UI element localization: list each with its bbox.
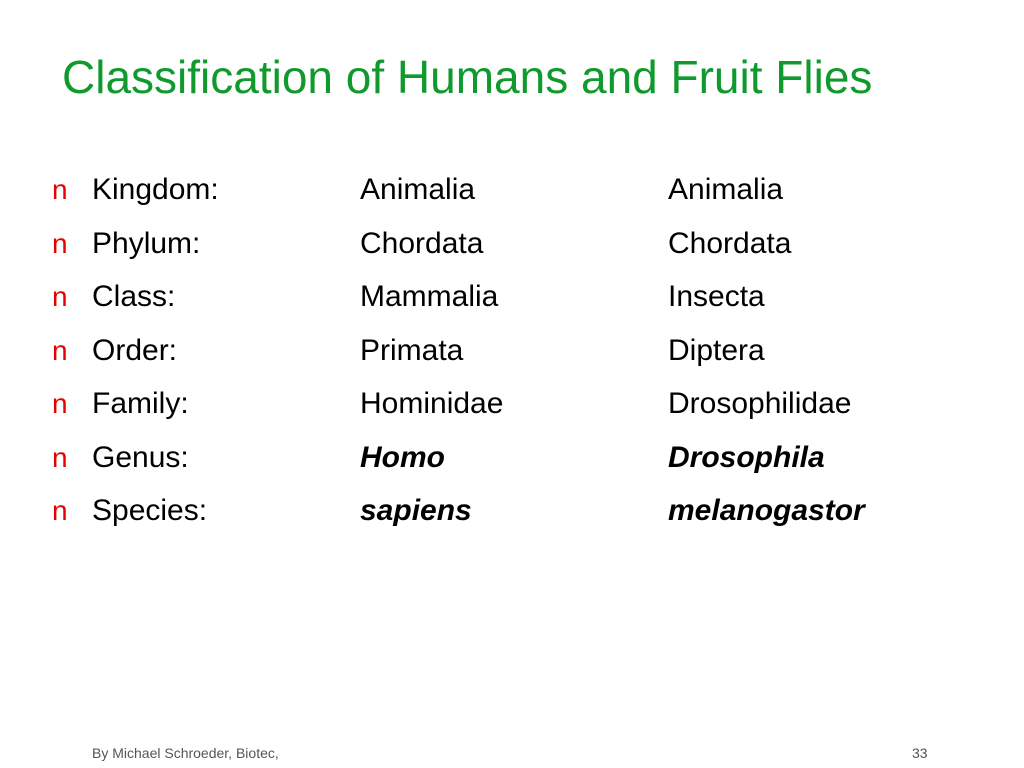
classification-row-species [52, 489, 992, 543]
rank-label: Family: [92, 387, 189, 420]
rank-label: Class: [92, 280, 176, 313]
classification-row-class [52, 275, 992, 329]
fly-taxon: Chordata [668, 226, 792, 260]
classification-row-phylum [52, 222, 992, 276]
classification-row-family [52, 382, 992, 436]
classification-row-order [52, 329, 992, 383]
rank-label: Genus: [92, 440, 189, 474]
fly-taxon: Insecta [668, 280, 765, 313]
classification-row-kingdom [52, 168, 992, 222]
human-taxon: Animalia [360, 173, 476, 206]
human-taxon: Chordata [360, 226, 484, 260]
slide-title: Classification of Humans and Fruit Flies [62, 51, 873, 103]
human-taxon: Primata [360, 333, 464, 367]
fly-taxon: Drosophilidae [668, 387, 852, 420]
human-taxon: Mammalia [360, 280, 499, 313]
bullet-marker: n [52, 495, 68, 526]
bullet-marker: n [52, 281, 68, 312]
human-taxon: Hominidae [360, 387, 504, 420]
bullet-marker: n [52, 174, 68, 205]
fly-taxon: Animalia [668, 173, 784, 206]
fly-taxon: Diptera [668, 333, 765, 367]
bullet-marker: n [52, 227, 68, 259]
rank-label: Order: [92, 333, 178, 367]
human-taxon: Homo [360, 440, 445, 474]
page-number: 33 [912, 745, 928, 761]
classification-row-genus [52, 436, 992, 490]
rank-label: Kingdom: [92, 173, 219, 206]
bullet-marker: n [52, 388, 68, 419]
rank-label: Phylum: [92, 226, 201, 260]
bullet-marker: n [52, 334, 68, 366]
footer-author: By Michael Schroeder, Biotec, [92, 745, 279, 761]
bullet-marker: n [52, 441, 68, 473]
rank-label: Species: [92, 494, 208, 527]
human-taxon: sapiens [360, 494, 472, 527]
fly-taxon: melanogastor [668, 494, 865, 527]
fly-taxon: Drosophila [668, 440, 825, 474]
classification-list [52, 168, 992, 543]
